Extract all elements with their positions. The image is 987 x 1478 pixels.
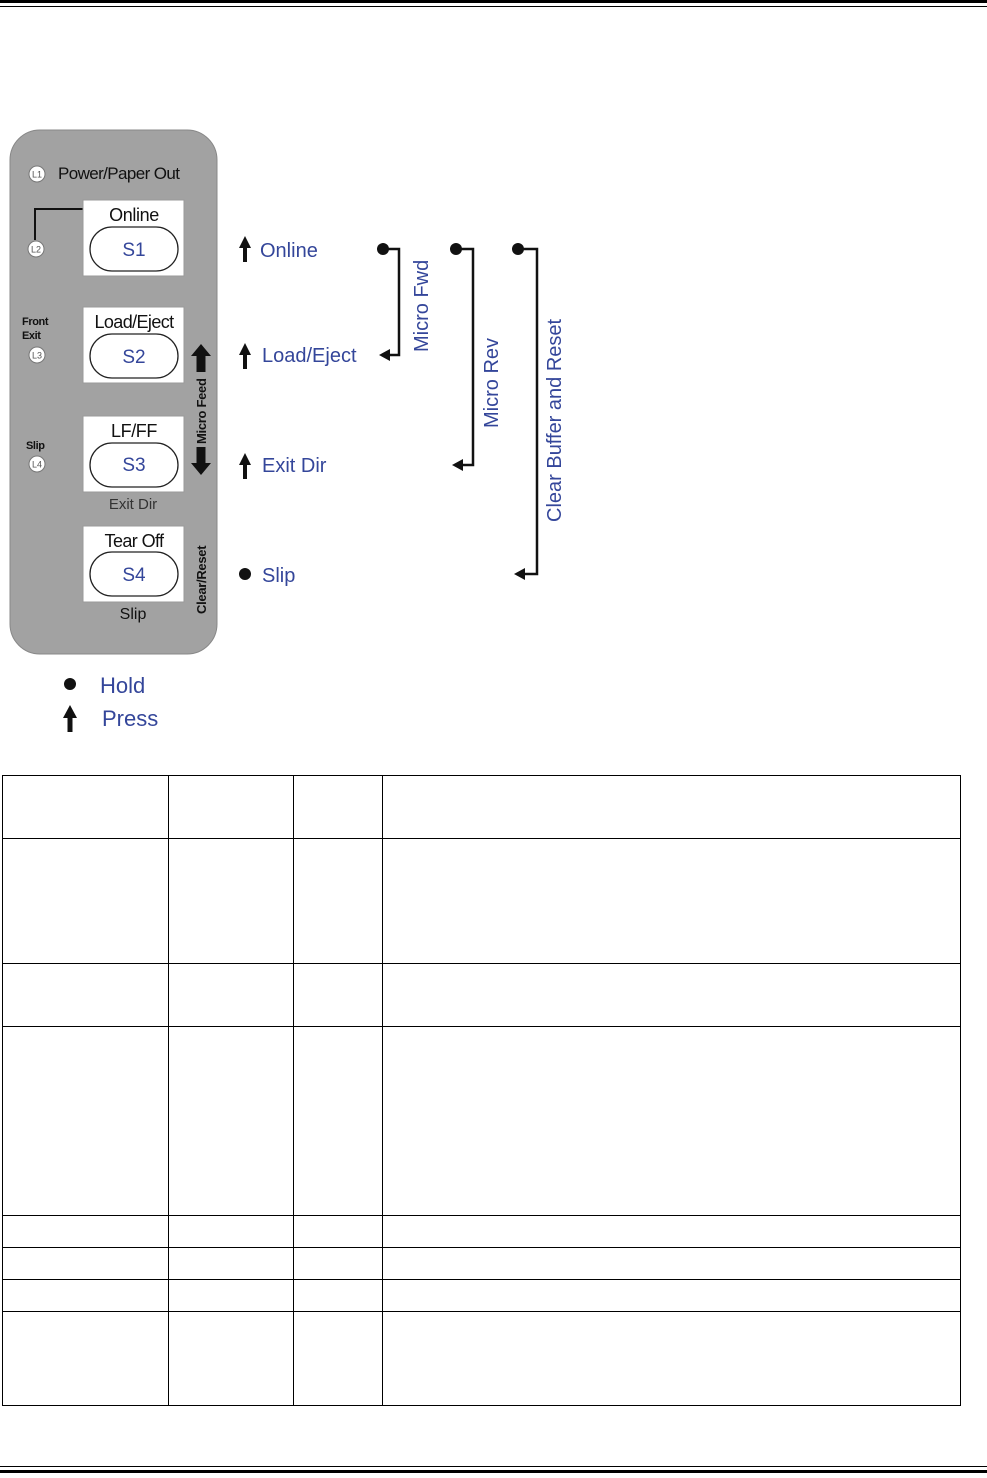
hold-dot-icon: [239, 568, 251, 580]
table-cell: [169, 1027, 294, 1216]
table-cell: [294, 1216, 383, 1248]
table-cell: [169, 1312, 294, 1406]
front-exit-label-line2: Exit: [22, 330, 41, 342]
led-l1: [29, 166, 45, 182]
slip-function-label: Slip: [262, 565, 296, 587]
table-cell: [3, 776, 169, 839]
s1-label: S1: [122, 240, 146, 261]
slip-sub-label: Slip: [119, 606, 147, 623]
slip-led-label: Slip: [26, 440, 45, 452]
table-row: [3, 1312, 961, 1406]
table-cell: [383, 1312, 961, 1406]
table-row: [3, 1280, 961, 1312]
table-row: [3, 964, 961, 1027]
press-arrow-icon: [239, 453, 251, 479]
table-row: [3, 1216, 961, 1248]
press-arrow-icon: [239, 236, 251, 262]
footer-rule-thick: [0, 1470, 987, 1473]
table-cell: [169, 964, 294, 1027]
online-function-label: Online: [260, 240, 318, 262]
header-rule-thin: [0, 6, 987, 7]
table-cell: [383, 964, 961, 1027]
micro-fwd-bracket: [377, 243, 399, 361]
led-l2-label: L2: [30, 244, 42, 255]
table-cell: [3, 964, 169, 1027]
table-cell: [383, 1027, 961, 1216]
table-cell: [294, 1248, 383, 1280]
clear-buffer-bracket: [512, 243, 537, 580]
table-cell: [294, 1280, 383, 1312]
lf-ff-key[interactable]: [83, 416, 184, 492]
exit-dir-function-label: Exit Dir: [262, 455, 327, 477]
table-cell: [294, 1312, 383, 1406]
table-cell: [383, 839, 961, 964]
tear-off-key-title: Tear Off: [104, 531, 164, 551]
led-l3-label: L3: [31, 350, 43, 361]
table-cell: [3, 1248, 169, 1280]
exit-dir-sub-label: Exit Dir: [108, 496, 158, 513]
led-l2: [28, 241, 44, 257]
table-cell: [383, 1248, 961, 1280]
table-cell: [169, 839, 294, 964]
table-cell: [383, 1280, 961, 1312]
table-cell: [294, 839, 383, 964]
legend-press-label: Press: [102, 706, 159, 731]
table-cell: [169, 776, 294, 839]
table-row: [3, 1027, 961, 1216]
table-cell: [294, 1027, 383, 1216]
lf-ff-key-title: LF/FF: [111, 421, 157, 441]
table-row: [3, 839, 961, 964]
function-table: [2, 775, 961, 1406]
header-rule-thick: [0, 0, 987, 3]
load-eject-key[interactable]: [83, 307, 184, 383]
control-panel-diagram: [0, 120, 620, 740]
online-key-title: Online: [109, 205, 159, 225]
table-cell: [3, 839, 169, 964]
table-cell: [383, 1216, 961, 1248]
clear-buffer-label: Clear Buffer and Reset: [544, 318, 566, 522]
table-cell: [169, 1280, 294, 1312]
table-cell: [3, 1027, 169, 1216]
table-cell: [169, 1248, 294, 1280]
led-l1-label: L1: [31, 169, 43, 180]
table-cell: [3, 1312, 169, 1406]
micro-rev-bracket: [450, 243, 473, 471]
micro-rev-label: Micro Rev: [481, 337, 503, 428]
table-cell: [3, 1216, 169, 1248]
table-row: [3, 1248, 961, 1280]
micro-fwd-label: Micro Fwd: [411, 259, 433, 352]
s2-label: S2: [122, 347, 146, 368]
table-cell: [383, 776, 961, 839]
tear-off-key[interactable]: [83, 526, 184, 602]
table-row: [3, 776, 961, 839]
legend-press-arrow-icon: [63, 705, 77, 732]
table-cell: [169, 1216, 294, 1248]
legend-hold-dot-icon: [64, 678, 76, 690]
led-l4-label: L4: [31, 459, 43, 470]
footer-rule-thin: [0, 1466, 987, 1467]
front-exit-label-line1: Front: [22, 316, 49, 328]
legend-hold-label: Hold: [100, 673, 146, 698]
press-arrow-icon: [239, 343, 251, 369]
load-eject-key-title: Load/Eject: [94, 312, 174, 332]
s4-label: S4: [122, 565, 146, 586]
led-l4: [29, 456, 45, 472]
table-cell: [294, 964, 383, 1027]
clear-reset-label: Clear/Reset: [194, 545, 209, 614]
table-cell: [3, 1280, 169, 1312]
led-l3: [29, 347, 45, 363]
load-eject-function-label: Load/Eject: [262, 345, 357, 367]
s3-label: S3: [122, 455, 146, 476]
table-cell: [294, 776, 383, 839]
power-paper-out-label: Power/Paper Out: [58, 164, 180, 183]
micro-feed-label: Micro Feed: [194, 378, 209, 444]
online-key[interactable]: [83, 200, 184, 276]
